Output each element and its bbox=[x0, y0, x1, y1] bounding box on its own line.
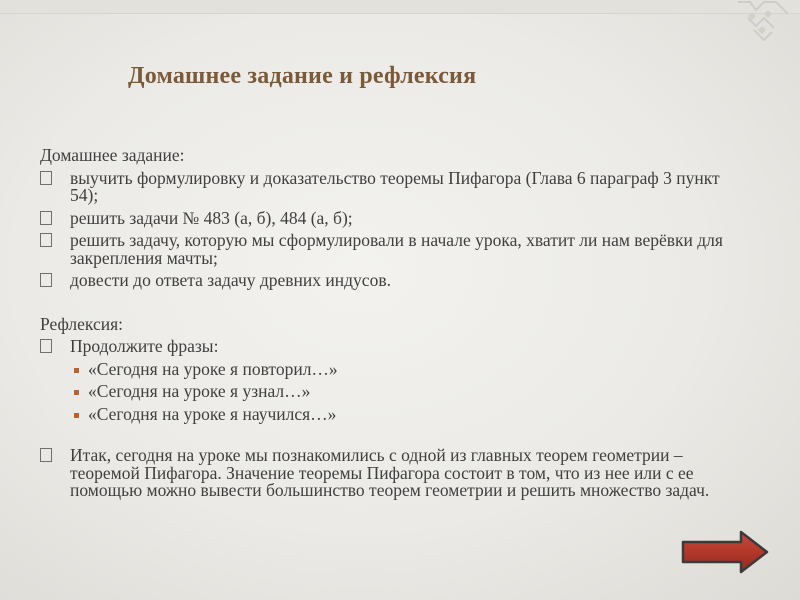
conclusion-item bbox=[40, 447, 745, 500]
homework-heading: Домашнее задание: bbox=[40, 145, 185, 165]
slide-content bbox=[40, 147, 745, 505]
homework-item-text: довести до ответа задачу древних индусов. bbox=[70, 270, 391, 290]
homework-item bbox=[40, 272, 745, 290]
reflection-prompt bbox=[40, 338, 745, 356]
conclusion-text: Итак, сегодня на уроке мы познакомились с одной из главных теорем геометрии – теоремой Пифагора. Значение теоремы Пифагора состоит в том, что из нее или с ее помощью можно вывести большинство теорем геометрии и решить множество задач. bbox=[70, 445, 710, 500]
square-bullet-icon bbox=[40, 273, 52, 287]
slide-title: Домашнее задание и рефлексия bbox=[128, 63, 477, 89]
homework-item bbox=[40, 167, 745, 205]
square-bullet-icon bbox=[40, 448, 52, 462]
spacer bbox=[40, 295, 745, 316]
reflection-prompt-text: Продолжите фразы: bbox=[70, 336, 219, 356]
reflection-phrase bbox=[72, 403, 745, 424]
square-bullet-icon bbox=[40, 211, 52, 225]
corner-ornament-icon bbox=[734, 0, 792, 46]
square-bullet-icon bbox=[40, 339, 52, 353]
square-bullet-icon bbox=[40, 171, 52, 185]
small-square-bullet-icon bbox=[74, 368, 79, 373]
homework-item-text: решить задачи № 483 (а, б), 484 (а, б); bbox=[70, 207, 353, 228]
reflection-phrase-text: «Сегодня на уроке я повторил…» bbox=[88, 358, 338, 379]
square-bullet-icon bbox=[40, 233, 52, 247]
homework-item-text: выучить формулировку и доказательство теоремы Пифагора (Глава 6 параграф 3 пункт 54); bbox=[70, 167, 720, 205]
homework-item-text: решить задачу, которую мы сформулировали в начале урока, хватит ли нам верёвки для закрепления мачты; bbox=[70, 230, 723, 268]
small-square-bullet-icon bbox=[74, 390, 79, 395]
reflection-phrase-list bbox=[72, 358, 745, 424]
reflection-phrase-text: «Сегодня на уроке я узнал…» bbox=[88, 381, 311, 401]
reflection-phrase bbox=[72, 383, 745, 401]
top-strip bbox=[0, 0, 800, 14]
reflection-heading: Рефлексия: bbox=[40, 313, 123, 334]
reflection-phrase-text: «Сегодня на уроке я научился…» bbox=[88, 403, 337, 424]
small-square-bullet-icon bbox=[74, 413, 79, 418]
reflection-phrase bbox=[72, 358, 745, 379]
homework-item bbox=[40, 207, 745, 228]
homework-item bbox=[40, 232, 745, 267]
next-arrow-icon[interactable] bbox=[681, 530, 769, 574]
